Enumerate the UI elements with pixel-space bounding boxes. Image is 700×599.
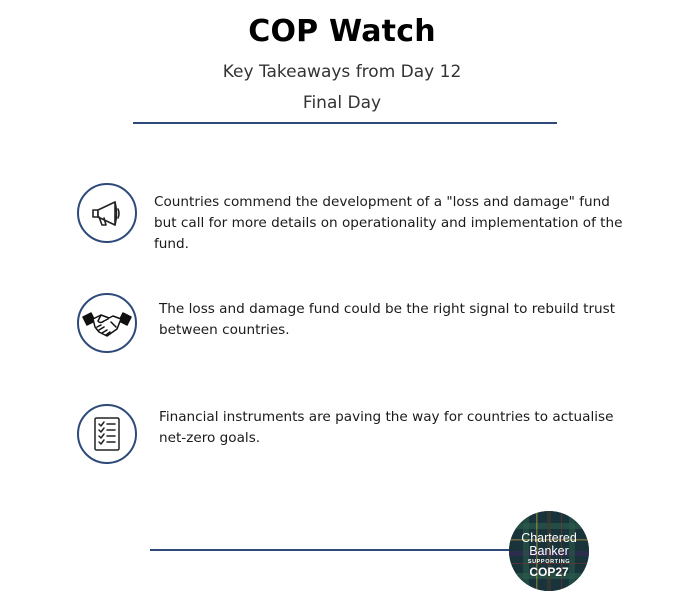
page-subtitle: Key Takeaways from Day 12 bbox=[222, 62, 462, 82]
chartered-banker-cop27-logo bbox=[509, 511, 589, 591]
checklist-icon bbox=[77, 404, 137, 464]
badge-line-1: Chartered bbox=[521, 531, 577, 545]
handshake-icon bbox=[77, 293, 137, 353]
page-subtitle-day: Final Day bbox=[302, 93, 382, 113]
takeaway-text: The loss and damage fund could be the right signal to rebuild trust between countries. bbox=[159, 301, 616, 338]
badge-line-2: Banker bbox=[529, 544, 569, 558]
badge-line-4: COP27 bbox=[529, 565, 569, 579]
header-divider bbox=[133, 122, 557, 124]
takeaway-text: Financial instruments are paving the way for countries to actualise net-zero goals. bbox=[159, 409, 614, 446]
footer-divider bbox=[150, 549, 518, 551]
page-title: COP Watch bbox=[248, 14, 436, 49]
badge-line-3: SUPPORTING bbox=[527, 559, 571, 565]
megaphone-icon bbox=[77, 183, 137, 243]
takeaway-text: Countries commend the development of a "loss and damage" fund but call for more details on operationality and implementation of the fund. bbox=[154, 194, 623, 252]
